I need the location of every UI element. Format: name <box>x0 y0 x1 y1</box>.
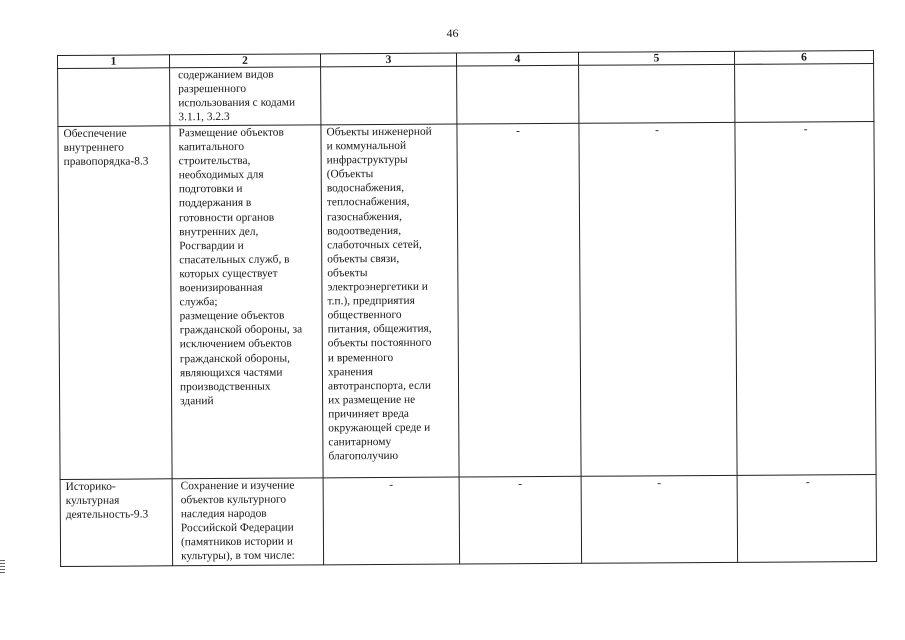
cell-text: Размещение объектов капитального строительства, необходимых для подготовки и поддержания в готовности органов внутренних дел, Росгвардии и спасательных служб, в которых существует военизированная служба; размещение объектов гражданской обороны, за исключением объектов гражданской обороны, являющихся частями производственных зданий <box>178 126 303 408</box>
cell-text: Объекты инженерной и коммунальной инфраструктуры (Объекты водоснабжения, теплоснабжения, газоснабжения, водоотведения, слаботочных сетей, объекты связи, объекты электроэнергетики и т.п.), предприятия общественного питания, общежития, объекты постоянного и временного хранения автотранспорта, если их размещение не причиняет вреда окружающей среде и санитарному благополучию <box>326 125 432 463</box>
column-header-5: 5 <box>578 51 734 65</box>
cell-text <box>326 67 451 68</box>
cell-col6: - <box>737 475 877 563</box>
table-row <box>58 122 876 480</box>
cell-col6: - <box>735 122 876 476</box>
cell-text <box>740 64 868 65</box>
cell-col4 <box>457 65 579 124</box>
page-number: 46 <box>446 26 459 40</box>
cell-text <box>462 66 573 67</box>
cell-text: Историко- культурная деятельность-9.3 <box>65 480 149 522</box>
cell-text: Сохранение и изучение объектов культурного наследия народов Российской Федерации (памятников истории и культуры), в том числе: <box>180 479 295 563</box>
column-header-3: 3 <box>320 53 456 67</box>
cell-text: Обеспечение внутреннего правопорядка-8.3 <box>63 127 149 169</box>
cell-text <box>63 68 164 69</box>
cell-land-use-type <box>58 126 172 480</box>
cell-col5 <box>579 64 735 123</box>
cell-auxiliary-uses: - <box>323 477 460 565</box>
cell-text: содержанием видов разрешенного использования с кодами 3.1.1, 3.2.3 <box>178 68 296 124</box>
column-header-2: 2 <box>170 54 321 68</box>
cell-col5: - <box>581 475 738 563</box>
cell-auxiliary-uses <box>321 124 459 478</box>
column-header-1: 1 <box>58 55 170 69</box>
cell-col4: - <box>457 123 581 477</box>
cell-description <box>170 125 323 479</box>
column-header-6: 6 <box>734 51 873 65</box>
column-header-4: 4 <box>456 52 578 66</box>
table-row <box>60 475 877 567</box>
cell-col6 <box>735 64 874 123</box>
cell-land-use-type <box>58 68 170 127</box>
table-row <box>58 64 874 127</box>
cell-auxiliary-uses <box>321 66 457 125</box>
cell-description <box>172 478 324 566</box>
land-use-table <box>57 50 877 567</box>
cell-description <box>170 67 321 126</box>
cell-text <box>584 65 729 66</box>
cell-land-use-type <box>60 479 173 567</box>
cell-col4: - <box>459 476 582 564</box>
cell-col5: - <box>579 122 737 476</box>
scan-margin-mark <box>0 560 5 574</box>
